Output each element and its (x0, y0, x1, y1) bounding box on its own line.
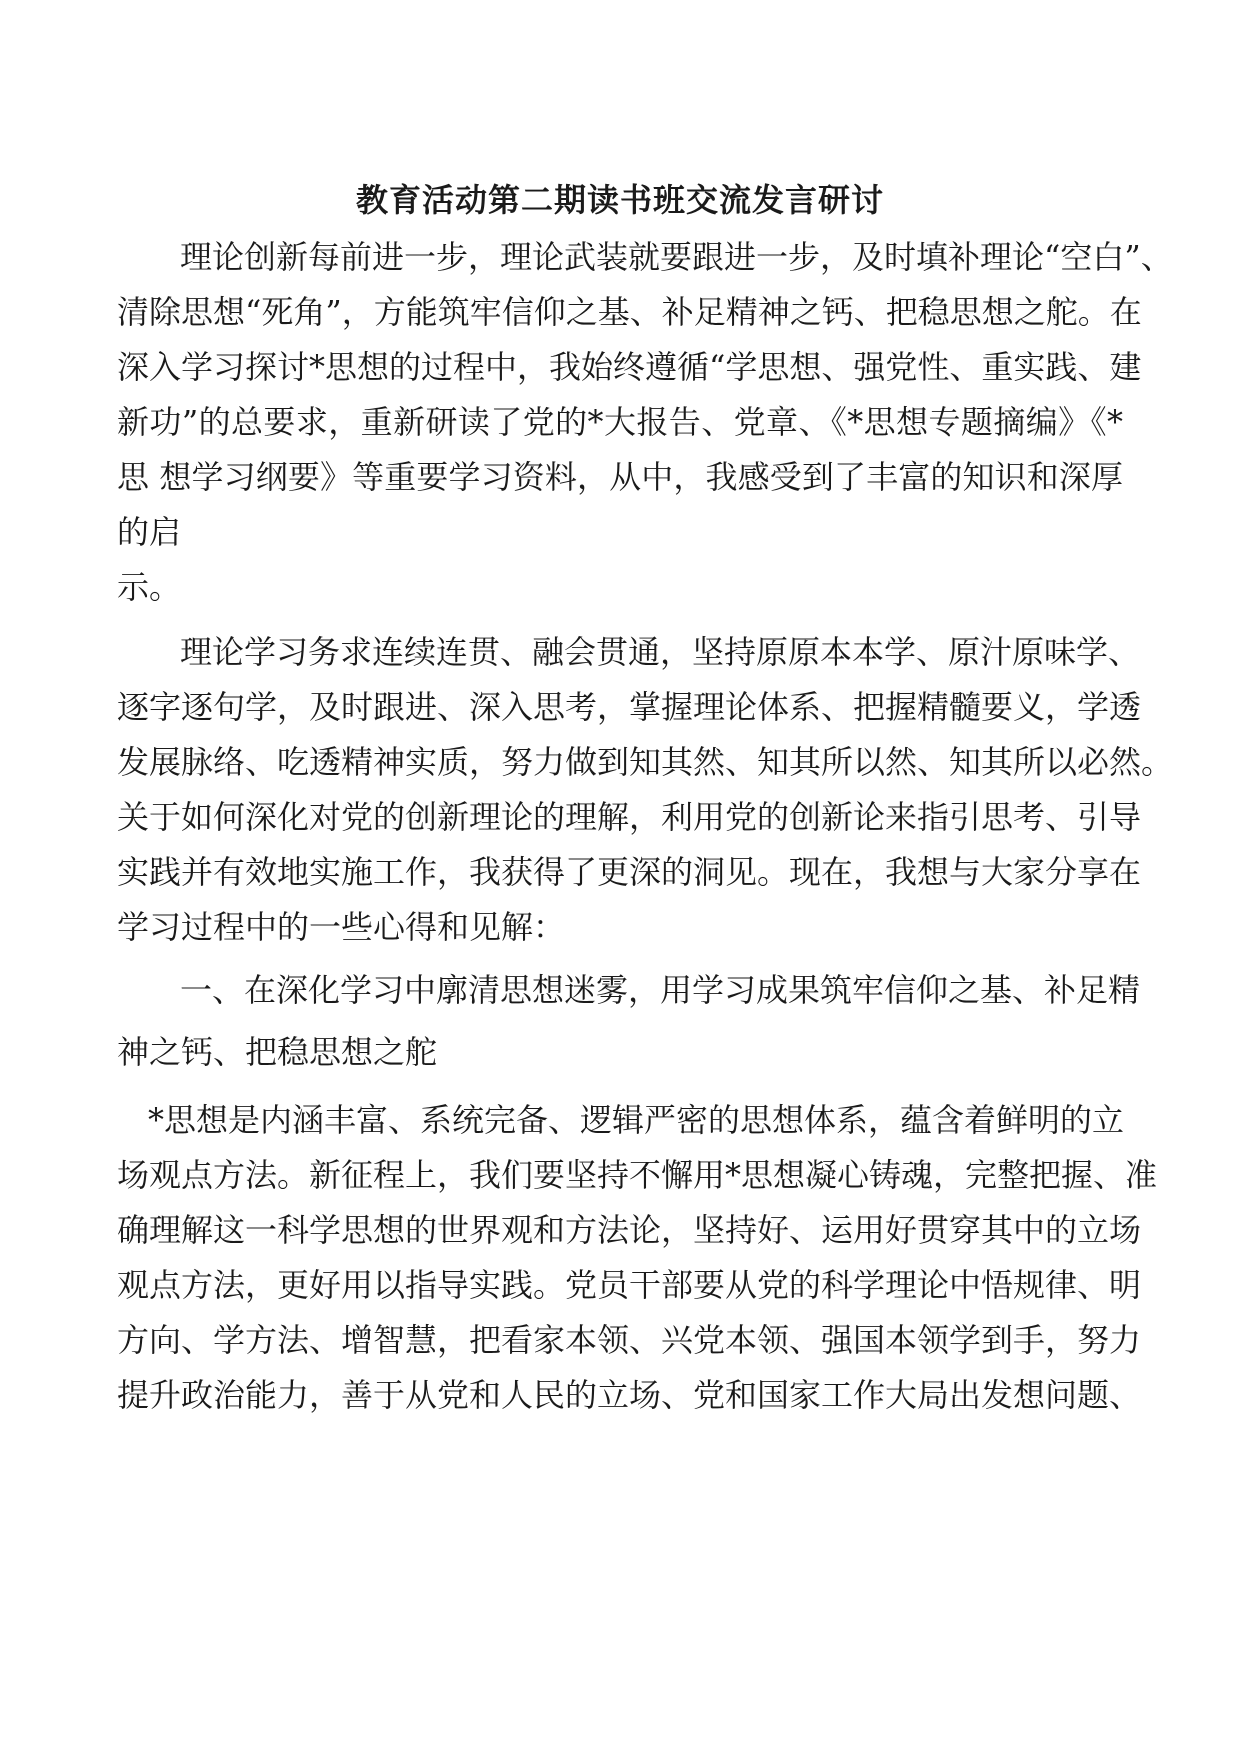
paragraph-line: 的启 (117, 513, 182, 551)
paragraph-line: 发展脉络、吃透精神实质，努力做到知其然、知其所以然、知其所以必然。 (117, 743, 1174, 781)
paragraph-line: 方向、学方法、增智慧，把看家本领、兴党本领、强国本领学到手，努力 (117, 1321, 1142, 1359)
paragraph-line: 关于如何深化对党的创新理论的理解，利用党的创新论来指引思考、引导 (117, 798, 1142, 836)
paragraph-line: 提升政治能力，善于从党和人民的立场、党和国家工作大局出发想问题、 (117, 1376, 1142, 1414)
paragraph-line: 思 想学习纲要》等重要学习资料，从中，我感受到了丰富的知识和深厚 (117, 458, 1123, 496)
paragraph-line: 实践并有效地实施工作，我获得了更深的洞见。现在，我想与大家分享在 (117, 853, 1142, 891)
paragraph-line: 场观点方法。新征程上，我们要坚持不懈用*思想凝心铸魂，完整把握、准 (117, 1156, 1158, 1194)
section-heading-line: 神之钙、把稳思想之舵 (117, 1033, 438, 1071)
paragraph-line: 新功”的总要求，重新研读了党的*大报告、党章、《*思想专题摘编》《* (117, 403, 1123, 441)
paragraph-line: 确理解这一科学思想的世界观和方法论，坚持好、运用好贯穿其中的立场 (117, 1211, 1142, 1249)
paragraph-line: 清除思想“死角”，方能筑牢信仰之基、补足精神之钙、把稳思想之舵。在 (117, 293, 1142, 331)
paragraph-line: 理论学习务求连续连贯、融会贯通，坚持原原本本学、原汁原味学、 (180, 633, 1141, 671)
paragraph-line: 学习过程中的一些心得和见解： (117, 908, 566, 946)
paragraph-line: 逐字逐句学，及时跟进、深入思考，掌握理论体系、把握精髓要义，学透 (117, 688, 1142, 726)
paragraph-line: 理论创新每前进一步，理论武装就要跟进一步，及时填补理论“空白”、 (180, 238, 1173, 276)
paragraph-line: 示。 (117, 568, 182, 606)
section-heading-line: 一、在深化学习中廓清思想迷雾，用学习成果筑牢信仰之基、补足精 (180, 971, 1141, 1009)
paragraph-line: 观点方法，更好用以指导实践。党员干部要从党的科学理论中悟规律、明 (117, 1266, 1142, 1304)
paragraph-line: *思想是内涵丰富、系统完备、逻辑严密的思想体系，蕴含着鲜明的立 (148, 1101, 1125, 1139)
paragraph-line: 深入学习探讨*思想的过程中，我始终遵循“学思想、强党性、重实践、建 (117, 348, 1142, 386)
document-title: 教育活动第二期读书班交流发言研讨 (355, 181, 884, 219)
